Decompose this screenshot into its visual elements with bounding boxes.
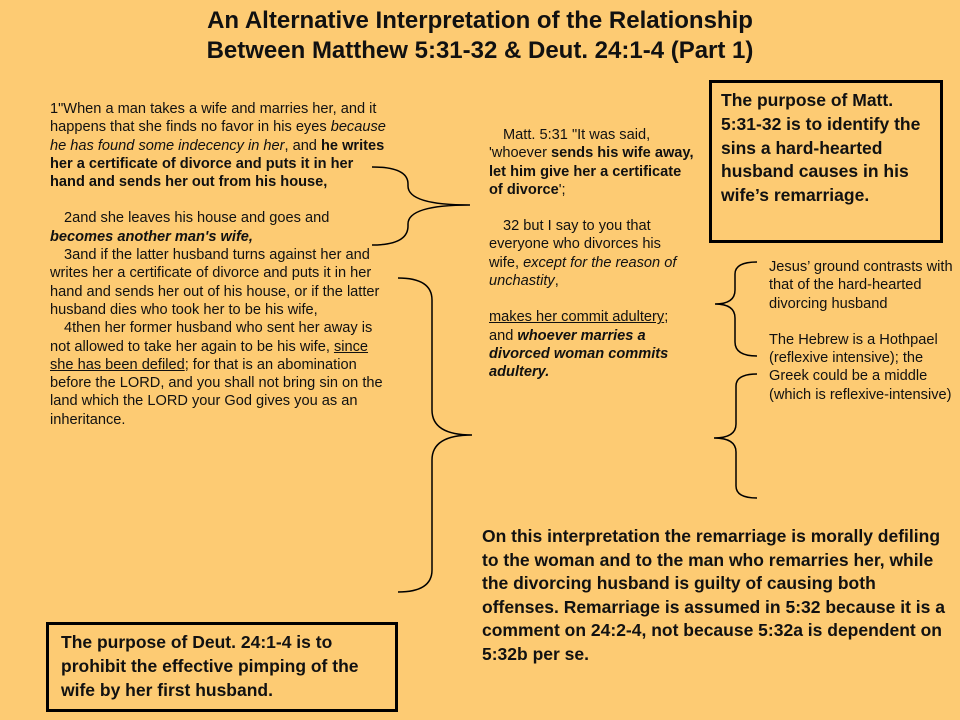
deuteronomy-passage (50, 100, 386, 429)
purpose-matthew-box: The purpose of Matt. 5:31-32 is to identify the sins a hard-hearted husband causes in his wife’s remarriage. (709, 80, 943, 243)
brace-v2-4-to-matt32 (398, 278, 472, 592)
matt-v32-bold-italic: whoever marries a divorced woman commits adultery. (489, 327, 669, 381)
purpose-deut-box: The purpose of Deut. 24:1-4 is to prohibit the effective pimping of the wife by her first husband. (46, 622, 398, 712)
matt-v31-bold: sends his wife away, let him give her a certificate of divorce (489, 145, 694, 198)
deut-v1-italic: because he has found some indecency in her (50, 119, 386, 154)
title-line-2: Between Matthew 5:31-32 & Deut. 24:1-4 (Part 1) (206, 37, 754, 64)
deut-v4-text-2: ; for that is an abomination before the LORD, and you shall not bring sin on the land which the LORD your God gives you as an inheritance. (50, 356, 383, 428)
matt-v31-text-2: '; (558, 181, 566, 198)
brace-v1-to-matt31 (372, 167, 470, 245)
slide-title (0, 6, 960, 66)
note-jesus-ground: Jesus’ ground contrasts with that of the hard-hearted divorcing husband (769, 259, 953, 312)
deut-verse-1 (50, 100, 386, 191)
brace-to-note-hebrew (714, 374, 757, 498)
brace-to-note-jesus (715, 262, 757, 356)
matt-v32-text: 32 but I say to you that everyone who divorces his wife, (489, 218, 661, 271)
deut-verse-2 (50, 209, 386, 246)
matt-verse-32-cont (489, 308, 695, 381)
conclusion-text: On this interpretation the remarriage is morally defiling to the woman and to the man who remarries her, while the divorcing husband is guilty of causing both offenses. Remarriage is assumed in 5:32 because it is a comment on 24:2-4, not because 5:32a is dependent on 5:32b per se. (482, 526, 945, 664)
matthew-passage (489, 126, 695, 382)
deut-v1-bold: he writes her a certificate of divorce and puts it in her hand and sends her out from his house, (50, 137, 385, 191)
matt-v32-underlined: makes her commit adultery (489, 309, 665, 326)
matt-v32-comma: , (554, 273, 559, 290)
matt-verse-32 (489, 217, 695, 290)
side-notes (769, 258, 953, 404)
deut-v4-text: 4then her former husband who sent her away is not allowed to take her again to be his wife, (50, 320, 373, 355)
deut-v1-text: 1"When a man takes a wife and marries her, and it happens that she finds no favor in his eyes (50, 101, 377, 136)
note-hebrew-greek: The Hebrew is a Hothpael (reflexive intensive); the Greek could be a middle (which is reflexive-intensive) (769, 331, 952, 403)
matt-v32-text-3: ; and (489, 309, 669, 344)
deut-v2-text: 2and she leaves his house and goes and (64, 210, 330, 227)
deut-v4-underlined: since she has been defiled (50, 338, 369, 373)
matt-verse-31 (489, 126, 695, 199)
matt-v31-text: Matt. 5:31 "It was said, 'whoever (489, 127, 651, 162)
title-line-1: An Alternative Interpretation of the Relationship (207, 7, 753, 34)
deut-v2-bold-italic: becomes another man's wife, (50, 228, 253, 245)
deut-verse-4 (50, 319, 386, 429)
deut-v1-text-2: , and (284, 137, 321, 154)
deut-verse-3: 3and if the latter husband turns against her and writes her a certificate of divorce and puts it in her hand and sends her out of his house, or if the latter husband dies who took her to be his wife, (50, 247, 380, 318)
matt-v32-italic: except for the reason of unchastity (489, 254, 677, 290)
